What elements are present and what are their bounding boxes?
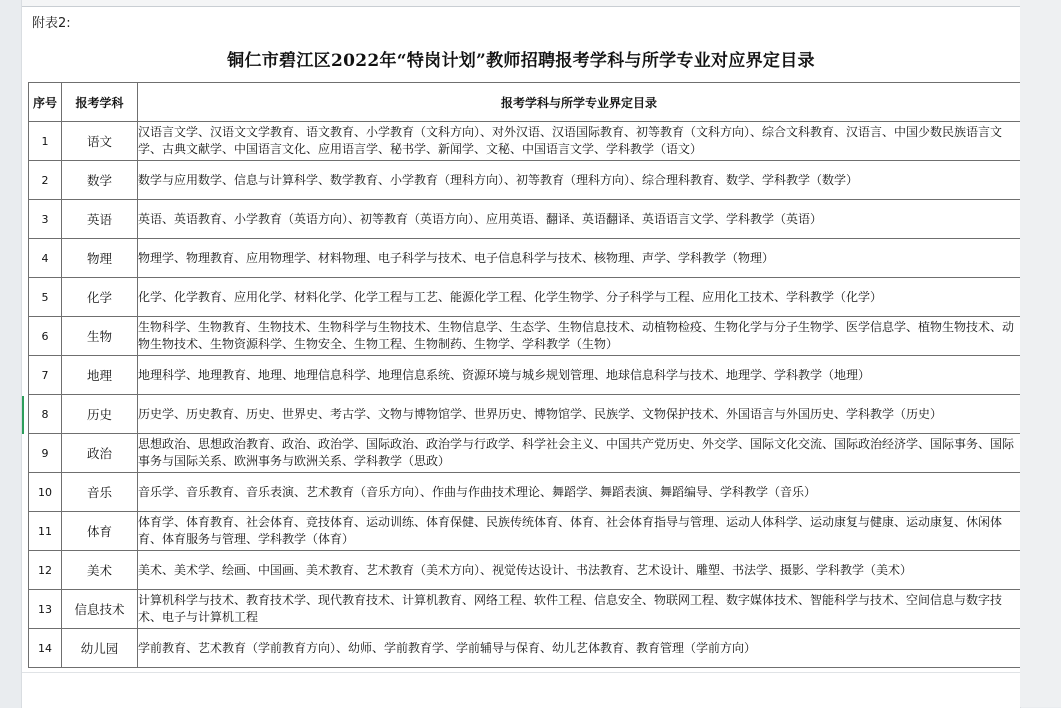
table-row [29, 473, 1021, 512]
row-majors: 汉语言文学、汉语文文学教育、语文教育、小学教育（文科方向）、对外汉语、汉语国际教育、初等教育（文科方向）、综合文科教育、汉语言、中国少数民族语言文学、古典文献学、中国语言文化、应用语言学、秘书学、新闻学、文秘、中国语言文学、学科教学（语文） [138, 122, 1021, 161]
table-row [29, 629, 1021, 668]
row-no: 12 [29, 551, 62, 590]
row-majors: 地理科学、地理教育、地理、地理信息科学、地理信息系统、资源环境与城乡规划管理、地球信息科学与技术、地理学、学科教学（地理） [138, 356, 1021, 395]
header-subject: 报考学科 [62, 83, 138, 122]
row-majors: 数学与应用数学、信息与计算科学、数学教育、小学教育（理科方向）、初等教育（理科方向）、综合理科教育、数学、学科教学（数学） [138, 161, 1021, 200]
row-majors: 化学、化学教育、应用化学、材料化学、化学工程与工艺、能源化学工程、化学生物学、分子科学与工程、应用化工技术、学科教学（化学） [138, 278, 1021, 317]
row-subject: 历史 [62, 395, 138, 434]
row-subject: 语文 [62, 122, 138, 161]
table-row [29, 200, 1021, 239]
row-subject: 体育 [62, 512, 138, 551]
table-row[interactable] [29, 395, 1021, 434]
row-majors: 美术、美术学、绘画、中国画、美术教育、艺术教育（美术方向）、视觉传达设计、书法教育、艺术设计、雕塑、书法学、摄影、学科教学（美术） [138, 551, 1021, 590]
document-sheet [22, 0, 1020, 707]
row-subject: 政治 [62, 434, 138, 473]
row-majors: 英语、英语教育、小学教育（英语方向）、初等教育（英语方向）、应用英语、翻译、英语翻译、英语语言文学、学科教学（英语） [138, 200, 1021, 239]
row-majors: 历史学、历史教育、历史、世界史、考古学、文物与博物馆学、世界历史、博物馆学、民族学、文物保护技术、外国语言与外国历史、学科教学（历史） [138, 395, 1021, 434]
page-title: 铜仁市碧江区2022年“特岗计划”教师招聘报考学科与所学专业对应界定目录 [227, 51, 815, 71]
row-no: 9 [29, 434, 62, 473]
subject-major-table [28, 82, 1021, 668]
row-no: 6 [29, 317, 62, 356]
table-row [29, 590, 1021, 629]
row-subject: 数学 [62, 161, 138, 200]
sheet-bottom [22, 672, 1020, 708]
row-subject: 地理 [62, 356, 138, 395]
row-no: 10 [29, 473, 62, 512]
row-no: 8 [29, 395, 62, 434]
row-subject: 幼儿园 [62, 629, 138, 668]
right-margin [1020, 0, 1061, 707]
row-majors: 体育学、体育教育、社会体育、竞技体育、运动训练、体育保健、民族传统体育、体育、社会体育指导与管理、运动人体科学、运动康复与健康、运动康复、休闲体育、体育服务与管理、学科教学（体育） [138, 512, 1021, 551]
row-subject: 英语 [62, 200, 138, 239]
row-subject: 音乐 [62, 473, 138, 512]
row-majors: 思想政治、思想政治教育、政治、政治学、国际政治、政治学与行政学、科学社会主义、中国共产党历史、外交学、国际文化交流、国际政治经济学、国际事务、国际事务与国际关系、欧洲事务与欧洲关系、学科教学（思政） [138, 434, 1021, 473]
annex-label: 附表2: [32, 16, 71, 31]
row-subject: 生物 [62, 317, 138, 356]
table-row [29, 278, 1021, 317]
table-row [29, 551, 1021, 590]
top-strip [22, 0, 1020, 7]
header-majors: 报考学科与所学专业界定目录 [138, 83, 1021, 122]
row-no: 1 [29, 122, 62, 161]
row-no: 13 [29, 590, 62, 629]
table-header-row [29, 83, 1021, 122]
selected-row-marker [22, 396, 24, 434]
table-row [29, 317, 1021, 356]
row-no: 2 [29, 161, 62, 200]
row-majors: 计算机科学与技术、教育技术学、现代教育技术、计算机教育、网络工程、软件工程、信息安全、物联网工程、数字媒体技术、智能科学与技术、空间信息与数字技术、电子与计算机工程 [138, 590, 1021, 629]
row-majors: 音乐学、音乐教育、音乐表演、艺术教育（音乐方向）、作曲与作曲技术理论、舞蹈学、舞蹈表演、舞蹈编导、学科教学（音乐） [138, 473, 1021, 512]
table-row [29, 161, 1021, 200]
table-row [29, 434, 1021, 473]
row-majors: 生物科学、生物教育、生物技术、生物科学与生物技术、生物信息学、生态学、生物信息技术、动植物检疫、生物化学与分子生物学、医学信息学、植物生物技术、动物生物技术、生物资源科学、生物安全、生物工程、生物制药、生物学、学科教学（生物） [138, 317, 1021, 356]
header-no: 序号 [29, 83, 62, 122]
row-subject: 化学 [62, 278, 138, 317]
row-majors: 物理学、物理教育、应用物理学、材料物理、电子科学与技术、电子信息科学与技术、核物理、声学、学科教学（物理） [138, 239, 1021, 278]
row-majors: 学前教育、艺术教育（学前教育方向）、幼师、学前教育学、学前辅导与保育、幼儿艺体教育、教育管理（学前方向） [138, 629, 1021, 668]
table-row [29, 122, 1021, 161]
row-no: 3 [29, 200, 62, 239]
row-no: 11 [29, 512, 62, 551]
table-row [29, 239, 1021, 278]
row-no: 14 [29, 629, 62, 668]
row-no: 4 [29, 239, 62, 278]
row-no: 5 [29, 278, 62, 317]
row-subject: 信息技术 [62, 590, 138, 629]
table-row [29, 356, 1021, 395]
row-no: 7 [29, 356, 62, 395]
row-subject: 物理 [62, 239, 138, 278]
table-row [29, 512, 1021, 551]
row-subject: 美术 [62, 551, 138, 590]
